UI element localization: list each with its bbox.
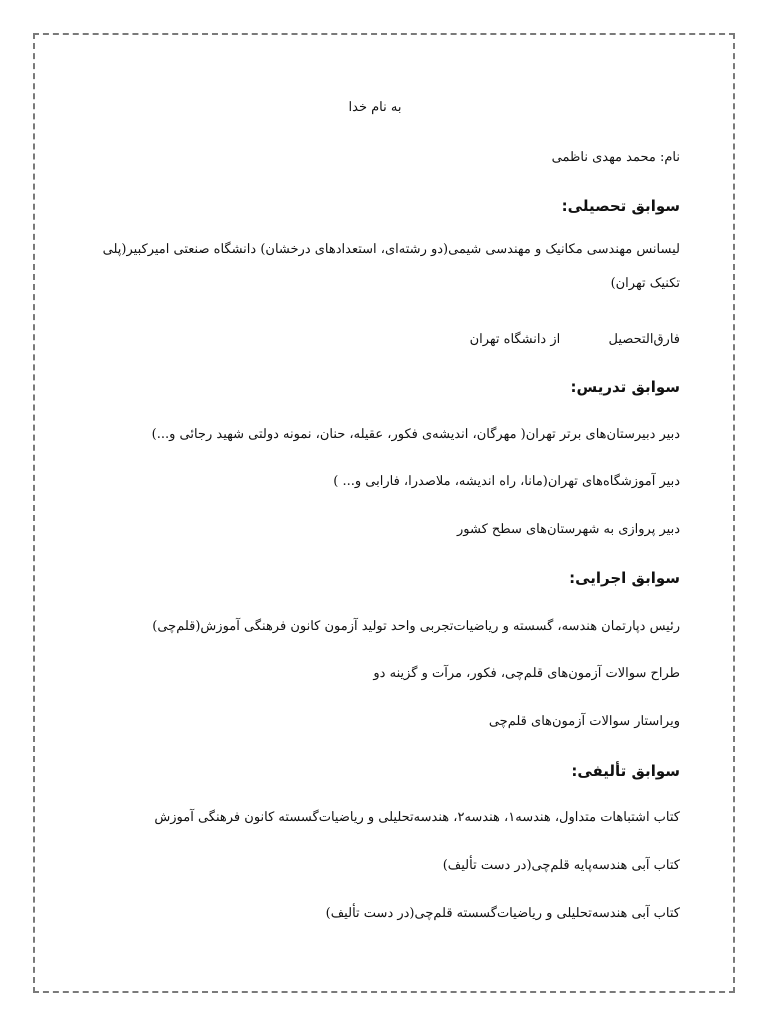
authorship-item: کتاب آبی هندسه‌پایه قلم‌چی(در دست تألیف) bbox=[442, 858, 680, 873]
executive-item: رئیس دپارتمان هندسه، گسسته و ریاضیات‌تجربی واحد تولید آزمون کانون فرهنگی آموزش(قلم‌چی) bbox=[152, 619, 680, 634]
authorship-heading: سوابق تألیفی: bbox=[571, 762, 680, 780]
graduation-line bbox=[70, 330, 680, 350]
teaching-item: دبیر پروازی به شهرستان‌های سطح کشور bbox=[457, 522, 680, 537]
teaching-item: دبیر آموزشگاه‌های تهران(مانا، راه اندیشه، ملاصدرا، فارابی و... ) bbox=[333, 474, 680, 489]
graduate-from: از دانشگاه تهران bbox=[469, 332, 561, 347]
education-degree: لیسانس مهندسی مکانیک و مهندسی شیمی(دو رشته‌ای، استعدادهای درخشان) دانشگاه صنعتی امیرکبیر(پلی تکنیک تهران) bbox=[102, 242, 680, 291]
executive-item: ویراستار سوالات آزمون‌های قلم‌چی bbox=[488, 714, 680, 729]
education-heading: سوابق تحصیلی: bbox=[561, 197, 680, 215]
teaching-item: دبیر دبیرستان‌های برتر تهران( مهرگان، اندیشه‌ی فکور، عقیله، حنان، نمونه دولتی شهید رجائی و...) bbox=[151, 427, 680, 442]
teaching-heading: سوابق تدریس: bbox=[570, 378, 680, 396]
executive-heading: سوابق اجرایی: bbox=[569, 569, 680, 587]
basmala: به نام خدا bbox=[348, 100, 402, 115]
authorship-item: کتاب اشتباهات متداول، هندسه۱، هندسه۲، هندسه‌تحلیلی و ریاضیات‌گسسته کانون فرهنگی آموزش bbox=[154, 810, 680, 825]
executive-item: طراح سوالات آزمون‌های قلم‌چی، فکور، مرآت و گزینه دو bbox=[373, 666, 680, 681]
graduate-label: فارق‌التحصیل bbox=[608, 332, 680, 347]
authorship-item: کتاب آبی هندسه‌تحلیلی و ریاضیات‌گسسته قلم‌چی(در دست تألیف) bbox=[325, 906, 680, 921]
document-body bbox=[70, 0, 680, 1024]
name-line: نام: محمد مهدی ناظمی bbox=[551, 150, 680, 165]
